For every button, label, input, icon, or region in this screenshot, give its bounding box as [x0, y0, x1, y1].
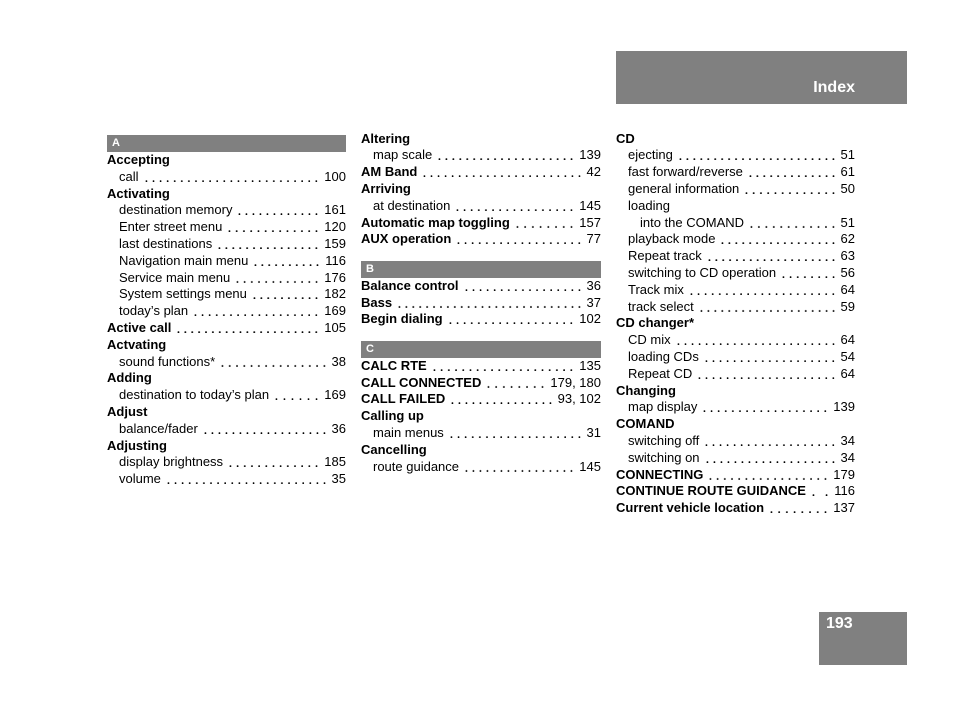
index-term: Adjust	[107, 403, 148, 419]
page-reference: 64	[840, 332, 855, 348]
page-reference: 36	[331, 420, 346, 436]
index-entry	[361, 408, 601, 425]
index-term: Repeat CD	[628, 365, 693, 381]
page-reference: 61	[840, 164, 855, 180]
page-reference: 62	[840, 231, 855, 247]
index-subentry	[107, 236, 346, 253]
index-entry	[361, 131, 601, 148]
page-reference: 169	[324, 387, 346, 403]
index-subentry	[107, 387, 346, 404]
page-reference: 31	[586, 424, 601, 440]
index-term: Changing	[616, 382, 676, 398]
index-term: AUX operation	[361, 231, 452, 247]
page-reference: 51	[840, 147, 855, 163]
index-entry	[107, 152, 346, 169]
page-reference: 139	[579, 147, 601, 163]
section-letter: A	[112, 137, 120, 149]
index-column-1	[107, 135, 346, 488]
page-reference: 56	[840, 264, 855, 280]
dot-leader	[455, 231, 582, 248]
page-reference: 135	[579, 357, 601, 373]
index-entry	[361, 375, 601, 392]
page-reference: 116	[834, 483, 855, 499]
index-term: Active call	[107, 319, 172, 335]
index-subentry	[107, 421, 346, 438]
index-term: Adjusting	[107, 437, 167, 453]
index-subentry	[616, 366, 855, 383]
page-number-tab	[819, 612, 907, 665]
page-reference: 157	[579, 214, 601, 230]
index-term: at destination	[373, 197, 451, 213]
index-entry	[616, 383, 855, 400]
index-entry	[361, 442, 601, 459]
index-entry	[361, 358, 601, 375]
index-subentry	[616, 147, 855, 164]
index-section-c	[361, 341, 601, 358]
index-subentry	[107, 354, 346, 371]
index-subentry	[616, 433, 855, 450]
index-term: Calling up	[361, 408, 424, 424]
dot-leader	[463, 278, 583, 295]
index-term: balance/fader	[119, 420, 198, 436]
index-term: Adding	[107, 370, 152, 386]
dot-leader	[421, 164, 582, 181]
dot-leader	[192, 303, 320, 320]
index-section-b	[361, 261, 601, 278]
dot-leader	[707, 467, 829, 484]
index-term: Navigation main menu	[119, 252, 249, 268]
page-reference: 105	[324, 319, 346, 335]
page-reference: 54	[840, 348, 855, 364]
index-column-2	[361, 131, 601, 476]
index-term: Current vehicle location	[616, 500, 765, 516]
dot-leader	[780, 265, 836, 282]
dot-leader	[743, 181, 836, 198]
index-term: switching off	[628, 432, 700, 448]
index-term: ejecting	[628, 147, 673, 163]
index-term: into the COMAND	[640, 214, 745, 230]
index-term: System settings menu	[119, 286, 247, 302]
index-entry	[361, 278, 601, 295]
index-term: destination memory	[119, 202, 233, 218]
index-term: AM Band	[361, 164, 418, 180]
index-subentry	[107, 202, 346, 219]
index-term: Track mix	[628, 281, 684, 297]
index-entry	[616, 416, 855, 433]
index-term: switching on	[628, 449, 700, 465]
page-reference: 51	[840, 214, 855, 230]
index-entry	[616, 483, 855, 500]
index-subentry	[616, 198, 855, 215]
index-term: route guidance	[373, 458, 460, 474]
dot-leader	[698, 299, 837, 316]
section-letter: B	[366, 262, 374, 275]
index-section-a	[107, 135, 346, 152]
index-entry	[361, 311, 601, 328]
index-entry	[361, 295, 601, 312]
dot-leader	[449, 391, 553, 408]
index-term: Balance control	[361, 277, 459, 293]
index-entry	[107, 404, 346, 421]
index-entry	[361, 215, 601, 232]
page-reference: 137	[833, 500, 855, 516]
index-entry	[107, 337, 346, 354]
index-term: Activating	[107, 185, 170, 201]
page-reference: 182	[324, 286, 346, 302]
page-reference: 64	[840, 281, 855, 297]
dot-leader	[704, 450, 837, 467]
index-subentry	[361, 459, 601, 476]
page-reference: 36	[586, 277, 601, 293]
index-term: today’s plan	[119, 303, 189, 319]
page-reference: 159	[324, 235, 346, 251]
dot-leader	[175, 320, 320, 337]
index-entry	[616, 315, 855, 332]
index-term: Repeat track	[628, 248, 702, 264]
dot-leader	[485, 375, 546, 392]
index-subentry	[616, 282, 855, 299]
index-term: loading CDs	[628, 348, 699, 364]
page-reference: 64	[840, 365, 855, 381]
index-subentry	[616, 349, 855, 366]
dot-leader	[447, 311, 576, 328]
dot-leader	[768, 500, 829, 517]
dot-leader	[810, 483, 830, 500]
dot-leader	[219, 354, 327, 371]
index-subentry	[107, 219, 346, 236]
dot-leader	[216, 236, 320, 253]
index-entry	[616, 500, 855, 517]
index-term: main menus	[373, 424, 444, 440]
dot-leader	[454, 198, 575, 215]
index-entry	[361, 231, 601, 248]
index-subentry	[616, 231, 855, 248]
index-subentry	[107, 253, 346, 270]
index-column-3	[616, 131, 855, 517]
index-subsubentry	[616, 215, 855, 232]
page-reference: 100	[324, 168, 346, 184]
page-reference: 77	[586, 231, 601, 247]
page-reference: 38	[331, 353, 346, 369]
index-term: sound functions*	[119, 353, 216, 369]
index-subentry	[107, 454, 346, 471]
index-term: CALC RTE	[361, 357, 427, 373]
index-term: general information	[628, 180, 740, 196]
page-reference: 185	[324, 454, 346, 470]
index-term: last destinations	[119, 235, 213, 251]
index-subentry	[361, 198, 601, 215]
index-term: display brightness	[119, 454, 224, 470]
index-term: map display	[628, 399, 698, 415]
index-entry	[107, 370, 346, 387]
page-reference: 34	[840, 432, 855, 448]
index-subentry	[616, 332, 855, 349]
page-reference: 179	[833, 466, 855, 482]
index-term: destination to today’s plan	[119, 387, 270, 403]
index-term: CD	[616, 130, 635, 146]
page-reference: 176	[324, 269, 346, 285]
index-term: Cancelling	[361, 441, 427, 457]
page-reference: 59	[840, 298, 855, 314]
index-term: CONTINUE ROUTE GUIDANCE	[616, 483, 806, 499]
index-entry	[616, 467, 855, 484]
page-reference: 93, 102	[557, 391, 601, 407]
dot-leader	[448, 425, 583, 442]
index-entry	[107, 186, 346, 203]
page-reference: 161	[324, 202, 346, 218]
dot-leader	[703, 349, 837, 366]
dot-leader	[675, 332, 837, 349]
index-term: call	[119, 168, 139, 184]
page-reference: 42	[586, 164, 601, 180]
page-reference: 139	[833, 399, 855, 415]
page-reference: 50	[840, 180, 855, 196]
dot-leader	[747, 164, 837, 181]
index-term: Enter street menu	[119, 219, 223, 235]
dot-leader	[701, 399, 829, 416]
page-reference: 37	[586, 294, 601, 310]
index-term: COMAND	[616, 416, 675, 432]
index-term: Altering	[361, 130, 411, 146]
index-entry	[361, 391, 601, 408]
index-subentry	[107, 303, 346, 320]
dot-leader	[719, 231, 836, 248]
header-tab	[616, 51, 907, 104]
index-term: Begin dialing	[361, 311, 443, 327]
index-subentry	[616, 450, 855, 467]
index-entry	[616, 131, 855, 148]
index-subentry	[616, 248, 855, 265]
dot-leader	[436, 147, 575, 164]
index-entry	[107, 438, 346, 455]
index-term: CD mix	[628, 332, 671, 348]
dot-leader	[273, 387, 320, 404]
section-letter: C	[366, 342, 374, 355]
index-term: Bass	[361, 294, 393, 310]
index-term: CONNECTING	[616, 466, 704, 482]
index-term: fast forward/reverse	[628, 164, 743, 180]
page-reference: 179, 180	[550, 374, 601, 390]
index-term: track select	[628, 298, 694, 314]
index-subentry	[361, 425, 601, 442]
index-subentry	[107, 169, 346, 186]
dot-leader	[514, 215, 576, 232]
page-reference: 34	[840, 449, 855, 465]
dot-leader	[143, 169, 321, 186]
page-reference: 169	[324, 303, 346, 319]
dot-leader	[748, 215, 836, 232]
index-term: switching to CD operation	[628, 264, 777, 280]
index-subentry	[616, 164, 855, 181]
index-term: Arriving	[361, 180, 411, 196]
dot-leader	[703, 433, 836, 450]
index-entry	[107, 320, 346, 337]
index-term: CALL FAILED	[361, 391, 446, 407]
dot-leader	[252, 253, 321, 270]
page-reference: 35	[331, 471, 346, 487]
index-subentry	[107, 286, 346, 303]
page-reference: 120	[324, 219, 346, 235]
page-reference: 116	[325, 252, 346, 268]
dot-leader	[251, 286, 320, 303]
index-entry	[361, 164, 601, 181]
index-term: Actvating	[107, 336, 167, 352]
index-term: map scale	[373, 147, 433, 163]
index-term: Automatic map toggling	[361, 214, 510, 230]
index-term: Service main menu	[119, 269, 231, 285]
dot-leader	[688, 282, 837, 299]
index-subentry	[616, 299, 855, 316]
dot-leader	[706, 248, 837, 265]
dot-leader	[234, 270, 320, 287]
index-term: Accepting	[107, 152, 170, 167]
index-subentry	[361, 147, 601, 164]
dot-leader	[677, 147, 837, 164]
dot-leader	[696, 366, 836, 383]
index-term: loading	[628, 197, 670, 213]
dot-leader	[396, 295, 582, 312]
page-reference: 63	[840, 248, 855, 264]
index-term: playback mode	[628, 231, 716, 247]
dot-leader	[463, 459, 575, 476]
dot-leader	[227, 454, 320, 471]
index-subentry	[616, 399, 855, 416]
page-number: 193	[826, 615, 853, 632]
header-title: Index	[813, 79, 855, 96]
index-entry	[361, 181, 601, 198]
index-subentry	[107, 471, 346, 488]
dot-leader	[431, 358, 576, 375]
page-reference: 145	[579, 197, 601, 213]
dot-leader	[236, 202, 320, 219]
index-term: CD changer*	[616, 315, 695, 331]
index-subentry	[107, 270, 346, 287]
index-subentry	[616, 181, 855, 198]
index-term: volume	[119, 471, 161, 487]
page-reference: 102	[579, 311, 601, 327]
index-subentry	[616, 265, 855, 282]
dot-leader	[226, 219, 320, 236]
dot-leader	[165, 471, 328, 488]
index-term: CALL CONNECTED	[361, 374, 482, 390]
page-reference: 145	[579, 458, 601, 474]
dot-leader	[202, 421, 328, 438]
